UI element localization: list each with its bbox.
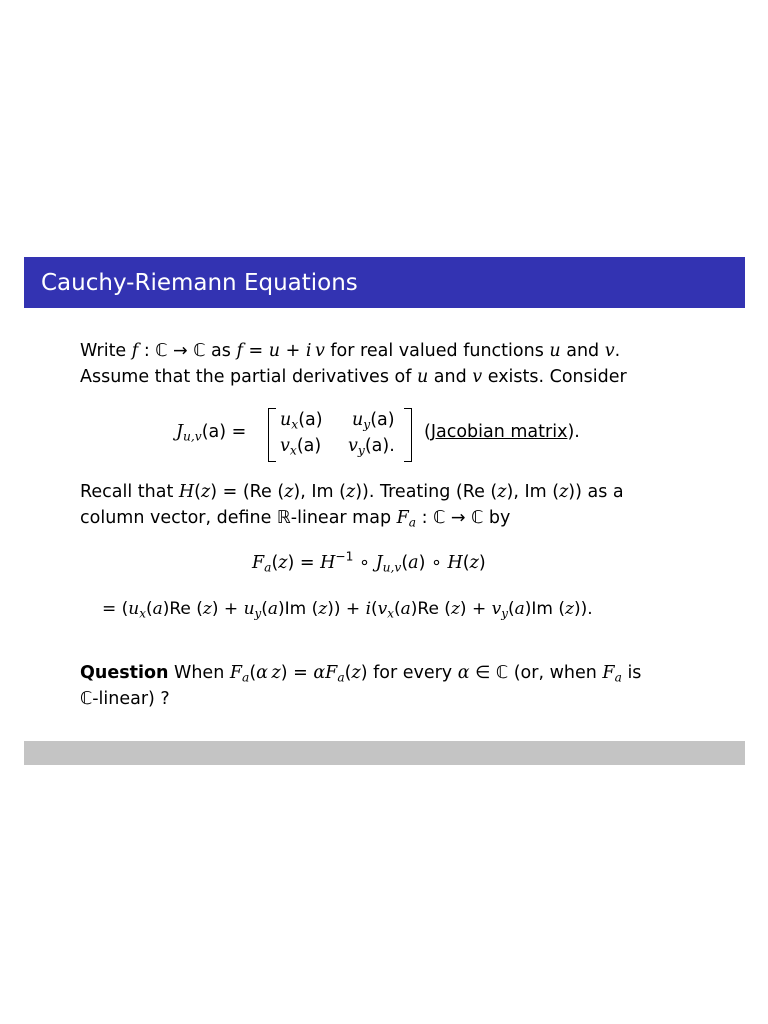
math-var: z (271, 663, 281, 683)
text: ( (344, 663, 352, 683)
math-var: u (243, 599, 255, 619)
subscript: y (254, 606, 262, 621)
text: Assume that the partial derivatives of (80, 367, 417, 387)
math-var: v (377, 599, 388, 619)
text: for real valued functions (324, 341, 550, 361)
text: (a) (296, 436, 322, 456)
text: ). (567, 422, 580, 442)
equation-1 (252, 549, 486, 575)
text: ( (261, 599, 268, 619)
subscript: x (387, 606, 394, 621)
math-var: u (416, 367, 429, 387)
math-var: a (400, 599, 411, 619)
math-var: a (267, 599, 279, 619)
text: ( (194, 482, 201, 502)
jacobian-label (176, 422, 246, 442)
subscript: a (614, 670, 622, 685)
math-var: v (314, 341, 325, 361)
math-var: F (396, 508, 409, 528)
subscript: u,v (183, 429, 202, 444)
math-var: u (280, 410, 292, 430)
math-var: v (491, 599, 502, 619)
text: ∈ ℂ (or, when (469, 663, 603, 683)
text: . (614, 341, 621, 361)
text: + (280, 341, 306, 361)
slide-header (24, 257, 745, 308)
paragraph-line-1 (80, 340, 620, 362)
math-var: i (305, 341, 312, 361)
text: ( (393, 599, 401, 619)
paragraph-line-2 (80, 366, 627, 388)
math-var: α (313, 663, 326, 683)
text: is (621, 663, 642, 683)
subscript: u,v (382, 560, 402, 575)
math-var: z (450, 599, 460, 619)
text: ) = (287, 553, 321, 573)
math-var: z (497, 482, 507, 502)
math-var: F (252, 553, 265, 573)
math-var: a (408, 553, 419, 573)
math-var: i (365, 599, 372, 619)
paragraph-line-3 (80, 481, 624, 503)
subscript: y (501, 606, 508, 621)
text: ) + (459, 599, 492, 619)
text: column vector, define ℝ-linear map (80, 508, 397, 528)
text: ( (462, 553, 470, 573)
math-var: v (348, 436, 358, 456)
text: ) for every (360, 663, 458, 683)
text: When (168, 663, 230, 683)
paragraph-line-4 (80, 507, 510, 529)
text: exists. Consider (482, 367, 627, 387)
text: = ( (102, 599, 129, 619)
superscript: −1 (335, 549, 354, 564)
text: )Re ( (410, 599, 451, 619)
text: ), Im ( (293, 482, 346, 502)
text: Write (80, 341, 132, 361)
math-var: z (345, 482, 356, 502)
text: ( (424, 422, 431, 442)
math-var: u (549, 341, 561, 361)
text: Recall that (80, 482, 179, 502)
math-var: z (351, 663, 361, 683)
math-var: f (131, 341, 139, 361)
text: )) + (327, 599, 366, 619)
math-var: u (352, 410, 364, 430)
subscript: a (242, 670, 250, 685)
subscript: x (289, 443, 297, 458)
math-var: a (514, 599, 525, 619)
text: ( (271, 553, 279, 573)
math-var: H (447, 553, 463, 573)
matrix-cell-11 (280, 410, 323, 430)
text: ∘ (353, 553, 376, 573)
matrix-cell-12 (352, 410, 395, 430)
math-var: z (559, 482, 569, 502)
math-var: a (152, 599, 163, 619)
text: ( (507, 599, 515, 619)
text: )). (573, 599, 593, 619)
text: and (428, 367, 473, 387)
math-var: v (280, 436, 290, 456)
math-var: α (256, 663, 268, 683)
subscript: a (408, 515, 417, 530)
math-var: v (472, 367, 483, 387)
math-var: α (457, 663, 470, 683)
jacobian-note (424, 422, 580, 442)
math-var: z (469, 553, 479, 573)
matrix-left-bracket (268, 408, 276, 462)
text: : ℂ → ℂ as (138, 341, 237, 361)
text: ) (478, 553, 486, 573)
question-line-2 (80, 688, 170, 710)
text: (a). (364, 436, 395, 456)
text: = (242, 341, 269, 361)
text: )Im ( (524, 599, 565, 619)
math-var: F (602, 663, 615, 683)
subscript: y (363, 417, 371, 432)
math-var: u (128, 599, 140, 619)
subscript: a (337, 670, 345, 685)
math-var: f (236, 341, 243, 361)
text: ( (401, 553, 409, 573)
subscript: a (264, 560, 272, 575)
text: : ℂ → ℂ by (416, 508, 511, 528)
text: )Re ( (162, 599, 203, 619)
math-var: J (176, 422, 184, 442)
subscript: y (357, 443, 365, 458)
text: ( (249, 663, 257, 683)
text: ( (371, 599, 378, 619)
math-var: F (325, 663, 338, 683)
equation-2 (102, 598, 593, 620)
text: ℂ-linear) ? (80, 689, 170, 709)
matrix-right-bracket (404, 408, 412, 462)
text: ) + (211, 599, 244, 619)
text: (a) (370, 410, 395, 430)
text: ) = (280, 663, 314, 683)
text: )) as a (568, 482, 624, 502)
subscript: x (139, 606, 146, 621)
math-var: H (178, 482, 195, 502)
text: ), Im ( (506, 482, 560, 502)
math-var: H (320, 553, 336, 573)
question-line-1 (80, 662, 641, 684)
text: and (560, 341, 605, 361)
math-var: z (202, 599, 212, 619)
math-var: z (318, 599, 328, 619)
subscript: x (291, 417, 299, 432)
slide-title: Cauchy-Riemann Equations (41, 270, 358, 296)
text: ( (145, 599, 153, 619)
question-label: Question (80, 663, 169, 683)
math-var: J (375, 553, 383, 573)
math-var: z (284, 482, 294, 502)
text: )Im ( (278, 599, 319, 619)
math-var: F (229, 663, 243, 683)
jacobian-term: Jacobian matrix (430, 422, 568, 442)
matrix-cell-21 (280, 436, 321, 456)
text: )). Treating (Re ( (355, 482, 498, 502)
jacobian-equation (176, 408, 606, 464)
text: ) ∘ (418, 553, 448, 573)
math-var: z (200, 482, 211, 502)
matrix-cell-22 (348, 436, 395, 456)
math-var: v (604, 341, 615, 361)
text: ) = (Re ( (210, 482, 285, 502)
math-var: u (268, 341, 281, 361)
slide-footer (24, 741, 745, 765)
math-var: z (564, 599, 574, 619)
text: (a) (298, 410, 323, 430)
text: (a) = (201, 422, 247, 442)
math-var: z (278, 553, 288, 573)
